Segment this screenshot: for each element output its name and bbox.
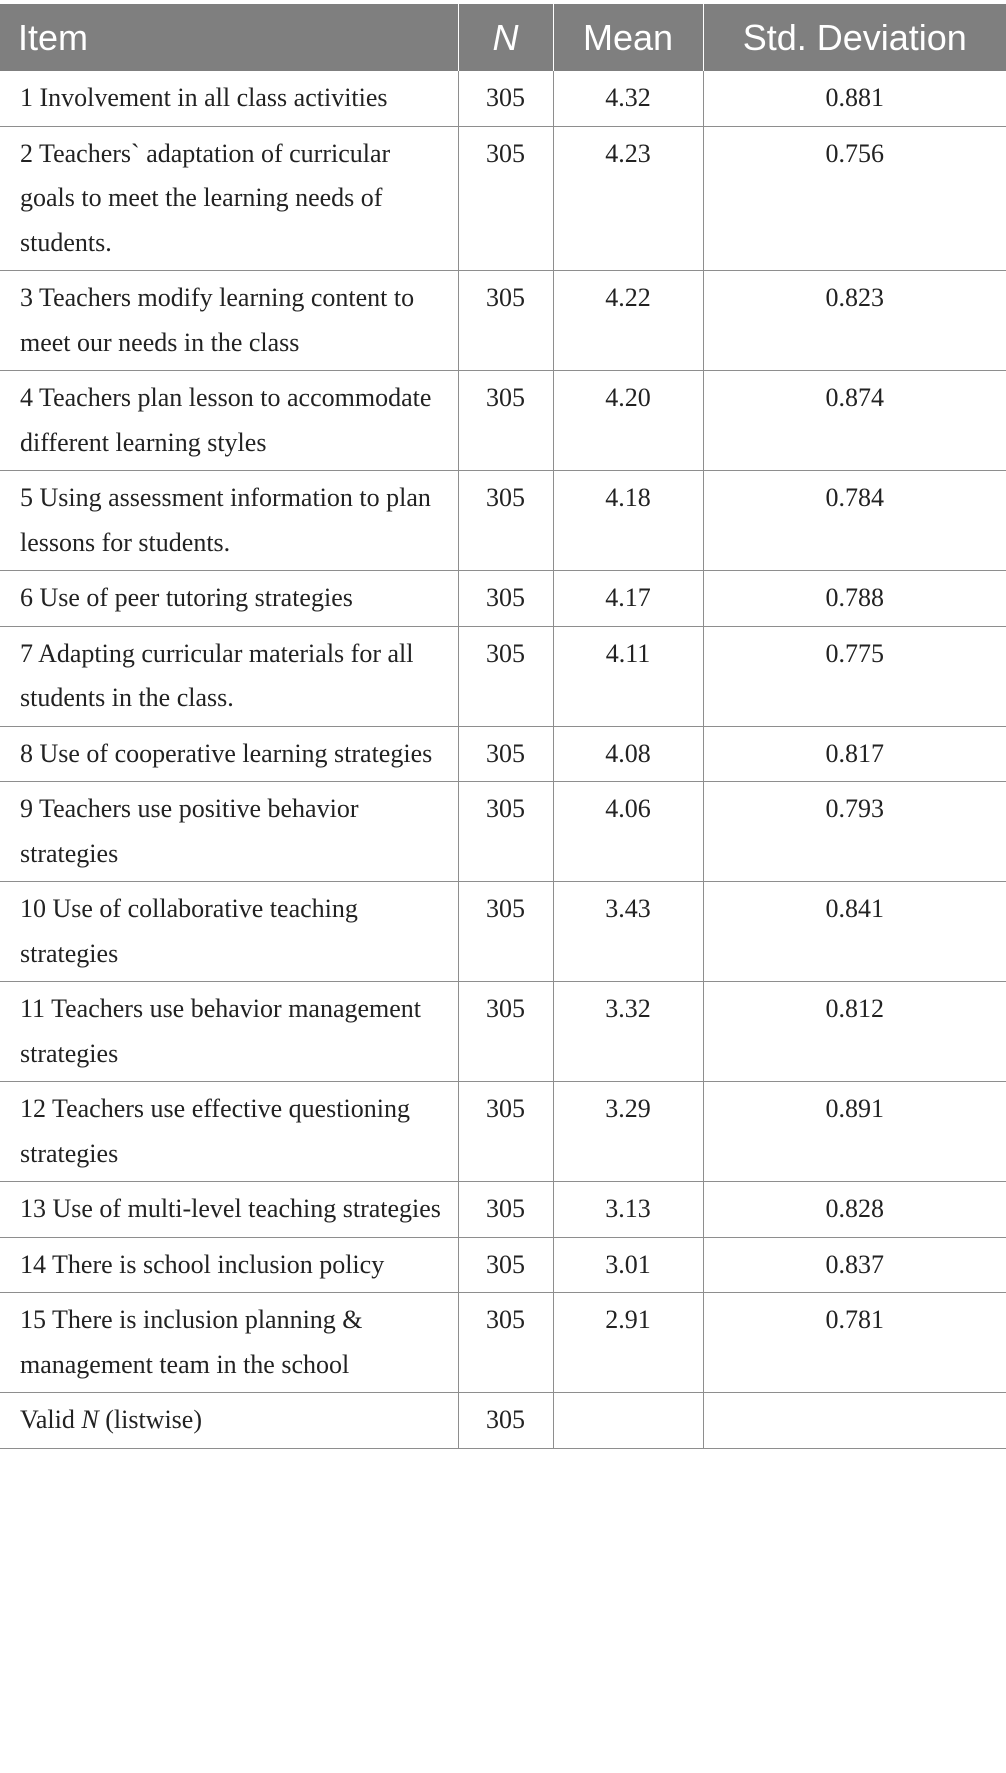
cell-mean: 4.32 xyxy=(553,71,703,126)
table-row xyxy=(0,982,1006,1082)
cell-n: 305 xyxy=(458,1082,553,1182)
cell-std-deviation: 0.837 xyxy=(703,1237,1006,1293)
table-row xyxy=(0,882,1006,982)
table-row xyxy=(0,1293,1006,1393)
cell-item: 5 Using assessment information to plan lessons for students. xyxy=(0,471,458,571)
valid-n-suffix: (listwise) xyxy=(98,1405,202,1434)
cell-std-deviation: 0.812 xyxy=(703,982,1006,1082)
cell-mean: 4.17 xyxy=(553,571,703,627)
header-n: N xyxy=(458,4,553,71)
table-row xyxy=(0,1182,1006,1238)
cell-n: 305 xyxy=(458,626,553,726)
cell-n: 305 xyxy=(458,471,553,571)
table-row xyxy=(0,571,1006,627)
cell-mean: 4.08 xyxy=(553,726,703,782)
header-item: Item xyxy=(0,4,458,71)
cell-std-deviation: 0.881 xyxy=(703,71,1006,126)
cell-mean: 4.22 xyxy=(553,271,703,371)
cell-valid-std-deviation xyxy=(703,1393,1006,1449)
cell-std-deviation: 0.788 xyxy=(703,571,1006,627)
table-row xyxy=(0,1082,1006,1182)
cell-mean: 3.29 xyxy=(553,1082,703,1182)
table-row xyxy=(0,271,1006,371)
cell-item: 4 Teachers plan lesson to accommodate different learning styles xyxy=(0,371,458,471)
cell-mean: 4.23 xyxy=(553,126,703,271)
table-row xyxy=(0,626,1006,726)
cell-n: 305 xyxy=(458,882,553,982)
cell-n: 305 xyxy=(458,371,553,471)
header-std-deviation: Std. Deviation xyxy=(703,4,1006,71)
cell-mean: 3.32 xyxy=(553,982,703,1082)
cell-item: 12 Teachers use effective questioning strategies xyxy=(0,1082,458,1182)
cell-n: 305 xyxy=(458,571,553,627)
cell-item: 8 Use of cooperative learning strategies xyxy=(0,726,458,782)
cell-mean: 4.11 xyxy=(553,626,703,726)
cell-mean: 4.20 xyxy=(553,371,703,471)
valid-n-symbol: N xyxy=(81,1405,99,1434)
cell-std-deviation: 0.793 xyxy=(703,782,1006,882)
cell-mean: 4.06 xyxy=(553,782,703,882)
cell-item: 3 Teachers modify learning content to meet our needs in the class xyxy=(0,271,458,371)
table-row xyxy=(0,126,1006,271)
table-header xyxy=(0,4,1006,71)
cell-std-deviation: 0.775 xyxy=(703,626,1006,726)
cell-item: 15 There is inclusion planning & management team in the school xyxy=(0,1293,458,1393)
cell-item: 9 Teachers use positive behavior strategies xyxy=(0,782,458,882)
header-row xyxy=(0,4,1006,71)
cell-n: 305 xyxy=(458,982,553,1082)
cell-valid-mean xyxy=(553,1393,703,1449)
cell-item: 13 Use of multi-level teaching strategies xyxy=(0,1182,458,1238)
table-row xyxy=(0,726,1006,782)
cell-std-deviation: 0.756 xyxy=(703,126,1006,271)
cell-item: 14 There is school inclusion policy xyxy=(0,1237,458,1293)
table-row xyxy=(0,71,1006,126)
cell-valid-n-label xyxy=(0,1393,458,1449)
cell-n: 305 xyxy=(458,726,553,782)
cell-std-deviation: 0.891 xyxy=(703,1082,1006,1182)
cell-mean: 3.13 xyxy=(553,1182,703,1238)
cell-mean: 3.01 xyxy=(553,1237,703,1293)
cell-item: 10 Use of collaborative teaching strategies xyxy=(0,882,458,982)
table-body xyxy=(0,71,1006,1448)
cell-n: 305 xyxy=(458,1182,553,1238)
cell-mean: 4.18 xyxy=(553,471,703,571)
cell-item: 1 Involvement in all class activities xyxy=(0,71,458,126)
cell-item: 7 Adapting curricular materials for all students in the class. xyxy=(0,626,458,726)
cell-valid-n: 305 xyxy=(458,1393,553,1449)
cell-std-deviation: 0.823 xyxy=(703,271,1006,371)
valid-n-prefix: Valid xyxy=(20,1405,82,1434)
header-mean: Mean xyxy=(553,4,703,71)
cell-std-deviation: 0.828 xyxy=(703,1182,1006,1238)
cell-item: 11 Teachers use behavior management strategies xyxy=(0,982,458,1082)
cell-item: 6 Use of peer tutoring strategies xyxy=(0,571,458,627)
cell-std-deviation: 0.817 xyxy=(703,726,1006,782)
cell-n: 305 xyxy=(458,1237,553,1293)
table-row xyxy=(0,782,1006,882)
cell-n: 305 xyxy=(458,271,553,371)
cell-std-deviation: 0.874 xyxy=(703,371,1006,471)
table-row xyxy=(0,1237,1006,1293)
cell-n: 305 xyxy=(458,1293,553,1393)
descriptive-statistics-table xyxy=(0,4,1006,1449)
cell-n: 305 xyxy=(458,126,553,271)
table-row xyxy=(0,471,1006,571)
cell-item: 2 Teachers` adaptation of curricular goals to meet the learning needs of students. xyxy=(0,126,458,271)
cell-mean: 2.91 xyxy=(553,1293,703,1393)
table-row xyxy=(0,371,1006,471)
cell-mean: 3.43 xyxy=(553,882,703,982)
cell-std-deviation: 0.841 xyxy=(703,882,1006,982)
footer-row xyxy=(0,1393,1006,1449)
cell-n: 305 xyxy=(458,782,553,882)
cell-std-deviation: 0.784 xyxy=(703,471,1006,571)
cell-std-deviation: 0.781 xyxy=(703,1293,1006,1393)
cell-n: 305 xyxy=(458,71,553,126)
